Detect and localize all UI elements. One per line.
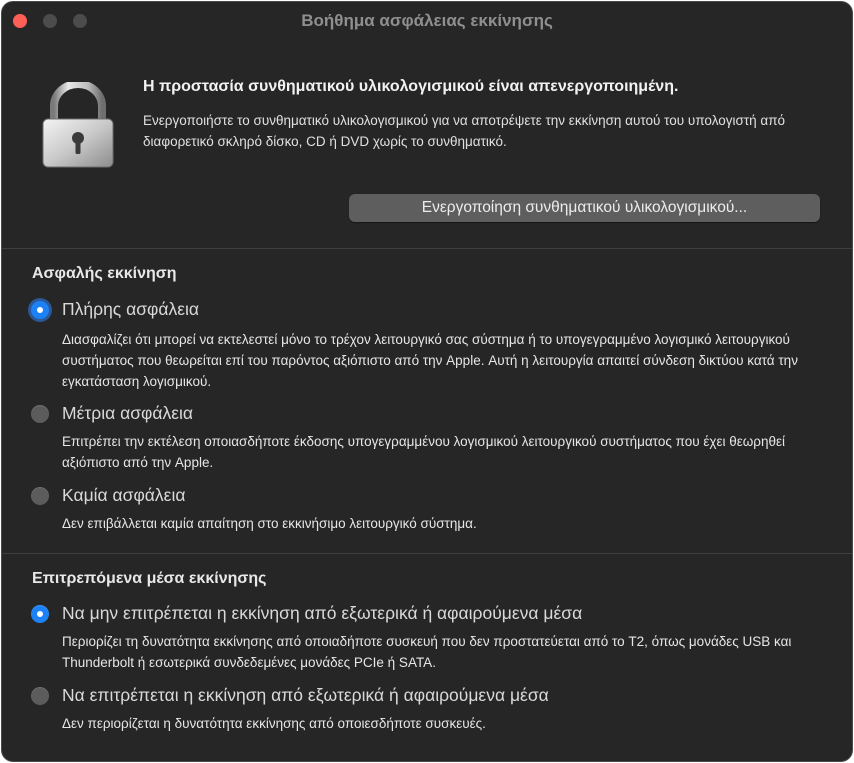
section-divider	[2, 553, 852, 554]
startup-security-window	[2, 2, 852, 761]
firmware-password-description: Ενεργοποιήστε το συνθηματικό υλικολογισμικού για να αποτρέψετε την εκκίνηση αυτού του υπολογιστή από διαφορετικό σκληρό δίσκο, CD ή DVD χωρίς το συνθηματικό.	[143, 113, 786, 149]
allow-external-boot-radio[interactable]	[31, 687, 49, 705]
disallow-external-boot-radio[interactable]	[31, 605, 49, 623]
allowed-boot-media-title: Επιτρεπόμενα μέσα εκκίνησης	[32, 570, 267, 587]
no-security-radio[interactable]	[31, 487, 49, 505]
padlock-icon	[40, 82, 116, 168]
medium-security-radio[interactable]	[31, 405, 49, 423]
full-security-description: Διασφαλίζει ότι μπορεί να εκτελεστεί μόνο το τρέχον λειτουργικό σας σύστημα ή το υπογεγραμμένο λογισμικό λειτουργικού συστήματος που θεωρείται επί του παρόντος αξιόπιστο από την Apple. Αυτή η λειτουργία απαιτεί σύνδεση δικτύου κατά την εγκατάσταση λογισμικού.	[62, 332, 798, 389]
no-security-description: Δεν επιβάλλεται καμία απαίτηση στο εκκινήσιμο λειτουργικό σύστημα.	[62, 516, 477, 531]
allow-external-boot-label[interactable]: Να επιτρέπεται η εκκίνηση από εξωτερικά ή αφαιρούμενα μέσα	[62, 685, 549, 705]
disallow-external-boot-description: Περιορίζει τη δυνατότητα εκκίνησης από οποιαδήποτε συσκευή που δεν προστατεύεται από το T2, όπως μονάδες USB και Thunderbolt ή εσωτερικά συνδεδεμένες μονάδες PCIe ή SATA.	[62, 634, 792, 670]
secure-boot-title: Ασφαλής εκκίνηση	[32, 265, 177, 282]
allow-external-boot-description: Δεν περιορίζεται η δυνατότητα εκκίνησης από οποιεσδήποτε συσκευές.	[62, 716, 486, 731]
enable-firmware-password-button[interactable]: Ενεργοποίηση συνθηματικού υλικολογισμικού...	[349, 194, 820, 222]
disallow-external-boot-label[interactable]: Να μην επιτρέπεται η εκκίνηση από εξωτερικά ή αφαιρούμενα μέσα	[62, 603, 583, 623]
medium-security-label[interactable]: Μέτρια ασφάλεια	[62, 403, 194, 423]
window-title: Βοήθημα ασφάλειας εκκίνησης	[301, 11, 553, 30]
no-security-label[interactable]: Καμία ασφάλεια	[62, 485, 186, 505]
full-security-radio[interactable]	[31, 301, 49, 319]
section-divider	[2, 248, 852, 249]
full-security-label[interactable]: Πλήρης ασφάλεια	[62, 299, 200, 319]
firmware-password-heading: Η προστασία συνθηματικού υλικολογισμικού είναι απενεργοποιημένη.	[143, 78, 679, 95]
title-bar	[2, 2, 852, 42]
medium-security-description: Επιτρέπει την εκτέλεση οποιασδήποτε έκδοσης υπογεγραμμένου λογισμικού λειτουργικού συστήματος που έχει θεωρηθεί αξιόπιστο από την Apple.	[62, 434, 785, 470]
